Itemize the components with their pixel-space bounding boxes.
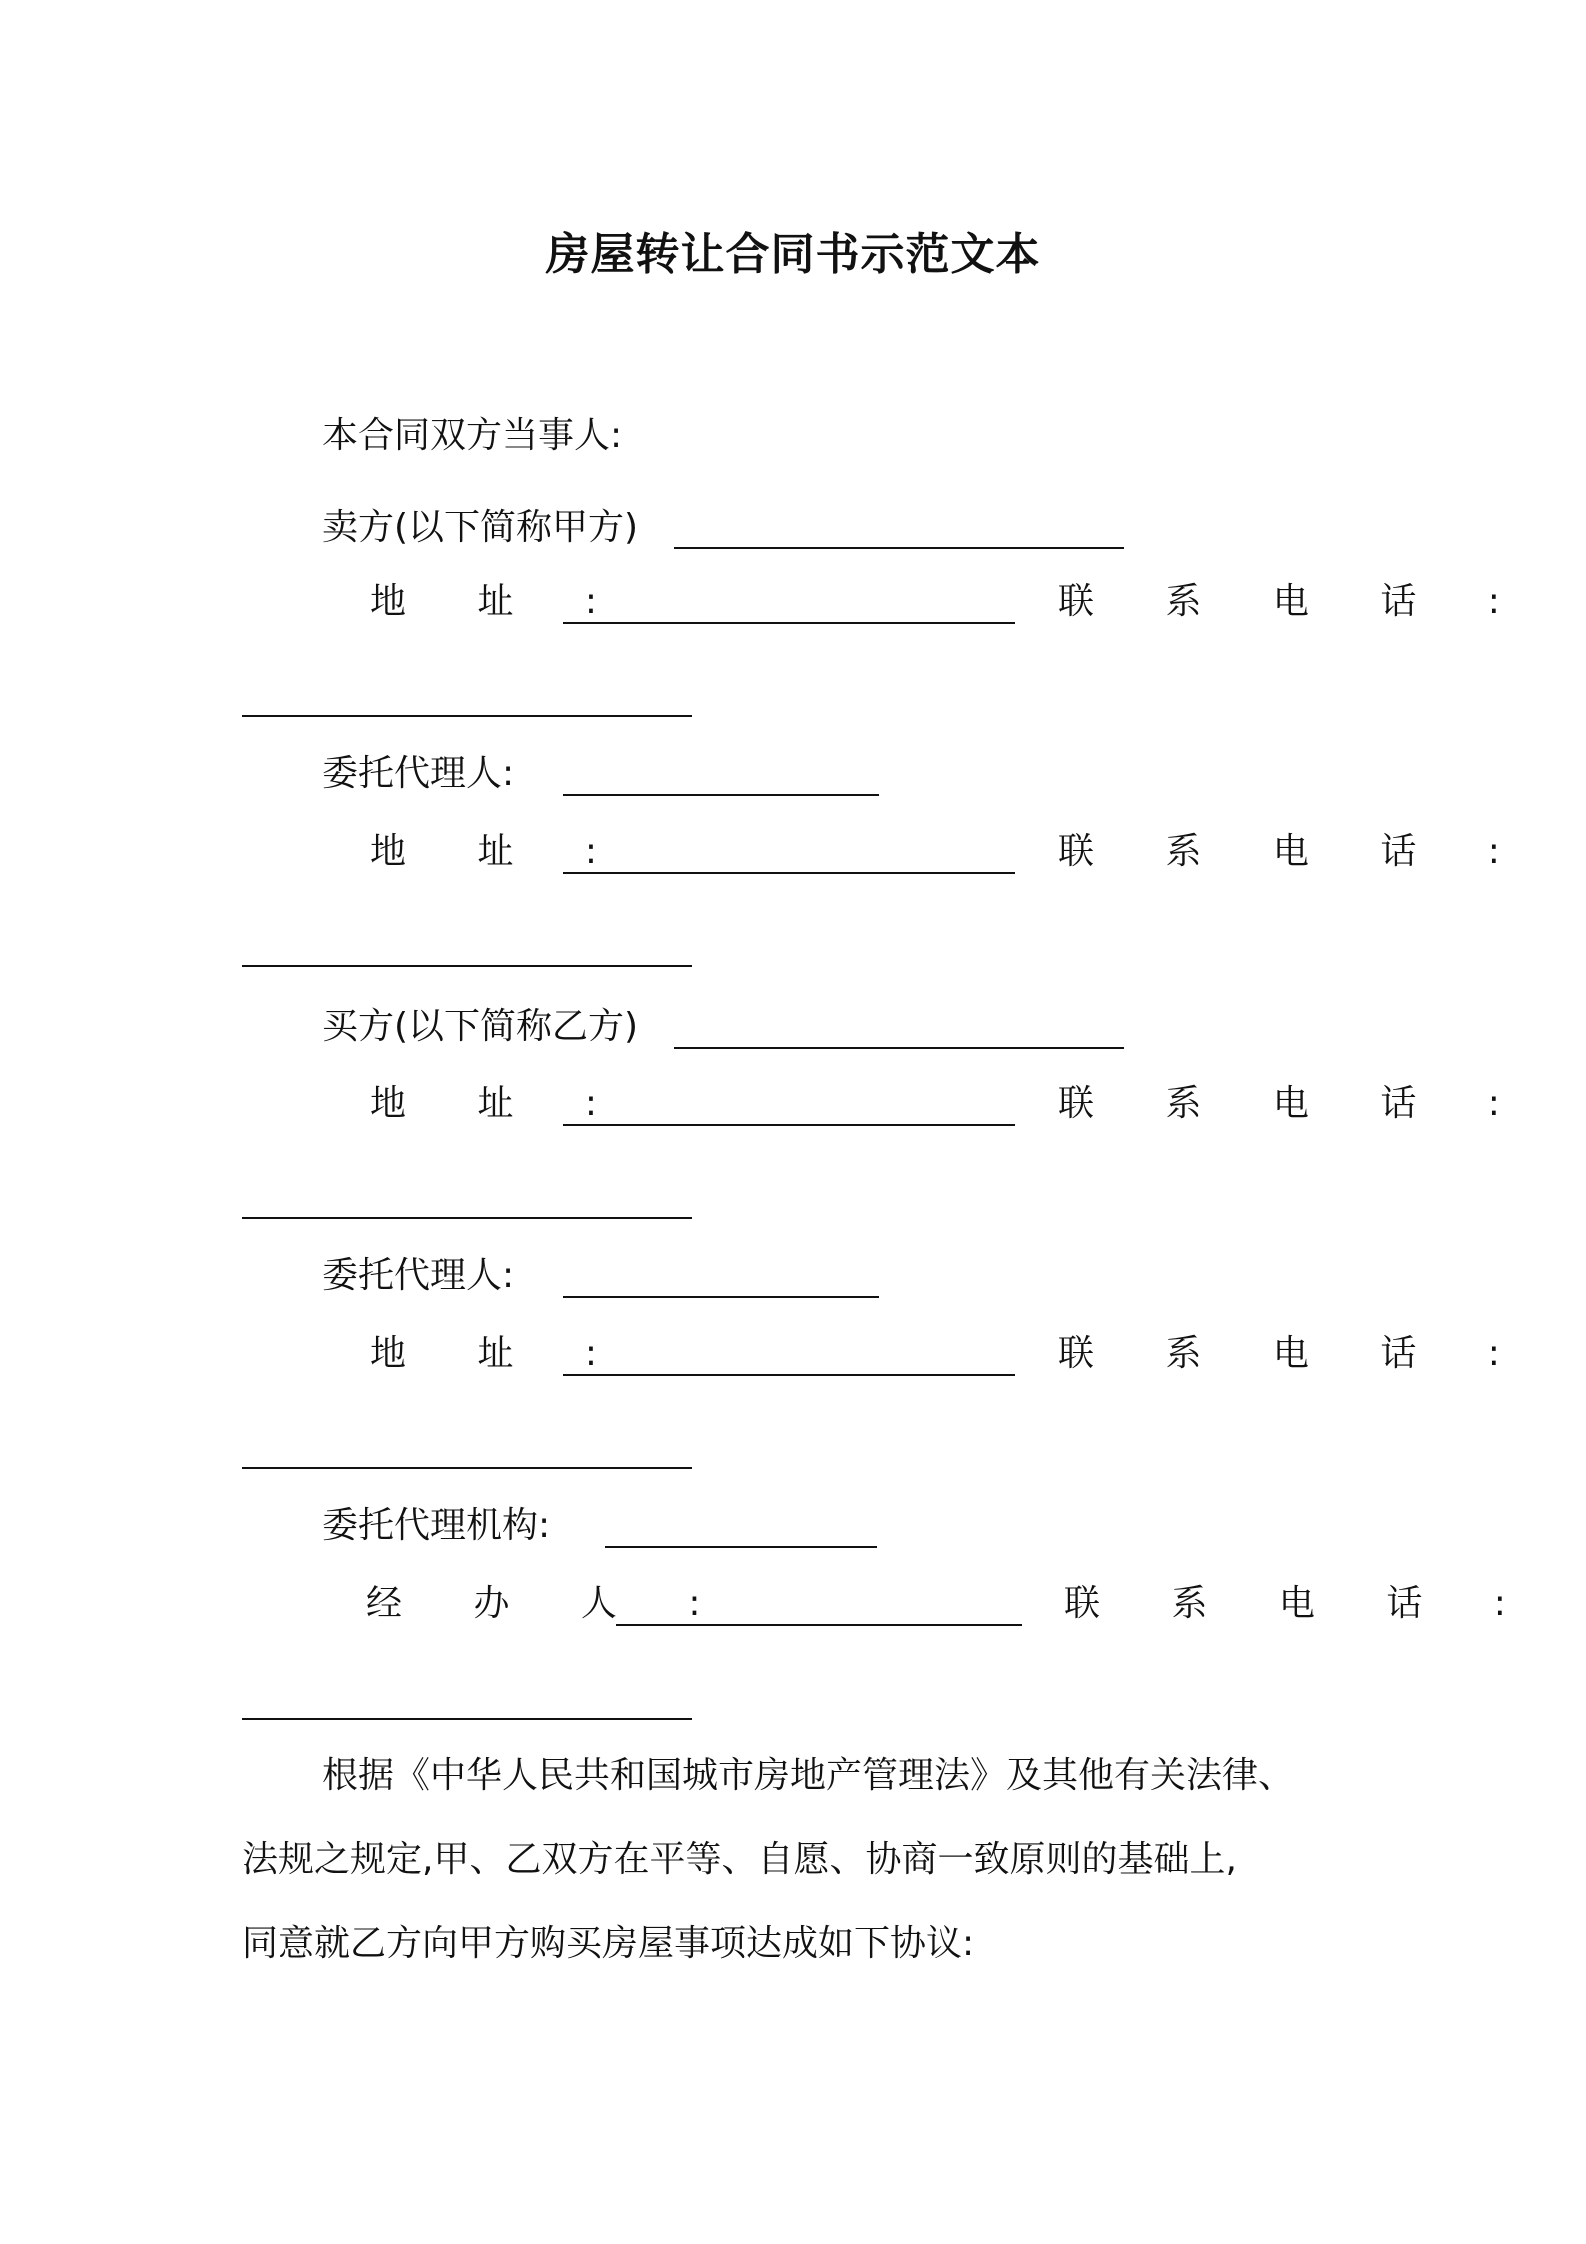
seller-agent-address-label: 地 址 : [370,831,628,872]
seller-address-label: 地 址 : [370,581,628,622]
seller-agent-phone-label: 联 系 电 话 : [1058,831,1530,872]
seller-address-blank[interactable] [563,620,1015,624]
seller-label: 卖方(以下简称甲方) [322,507,639,548]
document-title: 房屋转让合同书示范文本 [545,229,1041,280]
buyer-phone-blank[interactable] [242,1215,692,1219]
buyer-agent-blank[interactable] [563,1294,879,1298]
buyer-label: 买方(以下简称乙方) [322,1006,639,1047]
paragraph-line-2: 法规之规定,甲、乙双方在平等、自愿、协商一致原则的基础上, [242,1839,1237,1880]
buyer-name-blank[interactable] [674,1045,1124,1049]
seller-agent-address-blank[interactable] [563,870,1015,874]
buyer-agent-label: 委托代理人: [322,1255,515,1296]
buyer-agent-phone-label: 联 系 电 话 : [1058,1333,1530,1374]
seller-agent-phone-blank[interactable] [242,963,692,967]
seller-name-blank[interactable] [674,545,1124,549]
paragraph-line-3: 同意就乙方向甲方购买房屋事项达成如下协议: [242,1923,975,1964]
buyer-agent-address-blank[interactable] [563,1372,1015,1376]
buyer-address-blank[interactable] [563,1122,1015,1126]
buyer-phone-label: 联 系 电 话 : [1058,1083,1530,1124]
handler-phone-blank[interactable] [242,1716,692,1720]
seller-agent-blank[interactable] [563,792,879,796]
seller-phone-label: 联 系 电 话 : [1058,581,1530,622]
handler-phone-label: 联 系 电 话 : [1064,1583,1536,1624]
buyer-agent-phone-blank[interactable] [242,1465,692,1469]
buyer-agent-address-label: 地 址 : [370,1333,628,1374]
buyer-address-label: 地 址 : [370,1083,628,1124]
parties-intro: 本合同双方当事人: [322,415,623,456]
handler-blank[interactable] [616,1622,1022,1626]
agency-blank[interactable] [605,1544,877,1548]
agency-label: 委托代理机构: [322,1505,551,1546]
handler-label: 经 办 人 : [366,1583,731,1624]
paragraph-line-1: 根据《中华人民共和国城市房地产管理法》及其他有关法律、 [322,1755,1295,1796]
seller-agent-label: 委托代理人: [322,753,515,794]
seller-phone-blank[interactable] [242,713,692,717]
